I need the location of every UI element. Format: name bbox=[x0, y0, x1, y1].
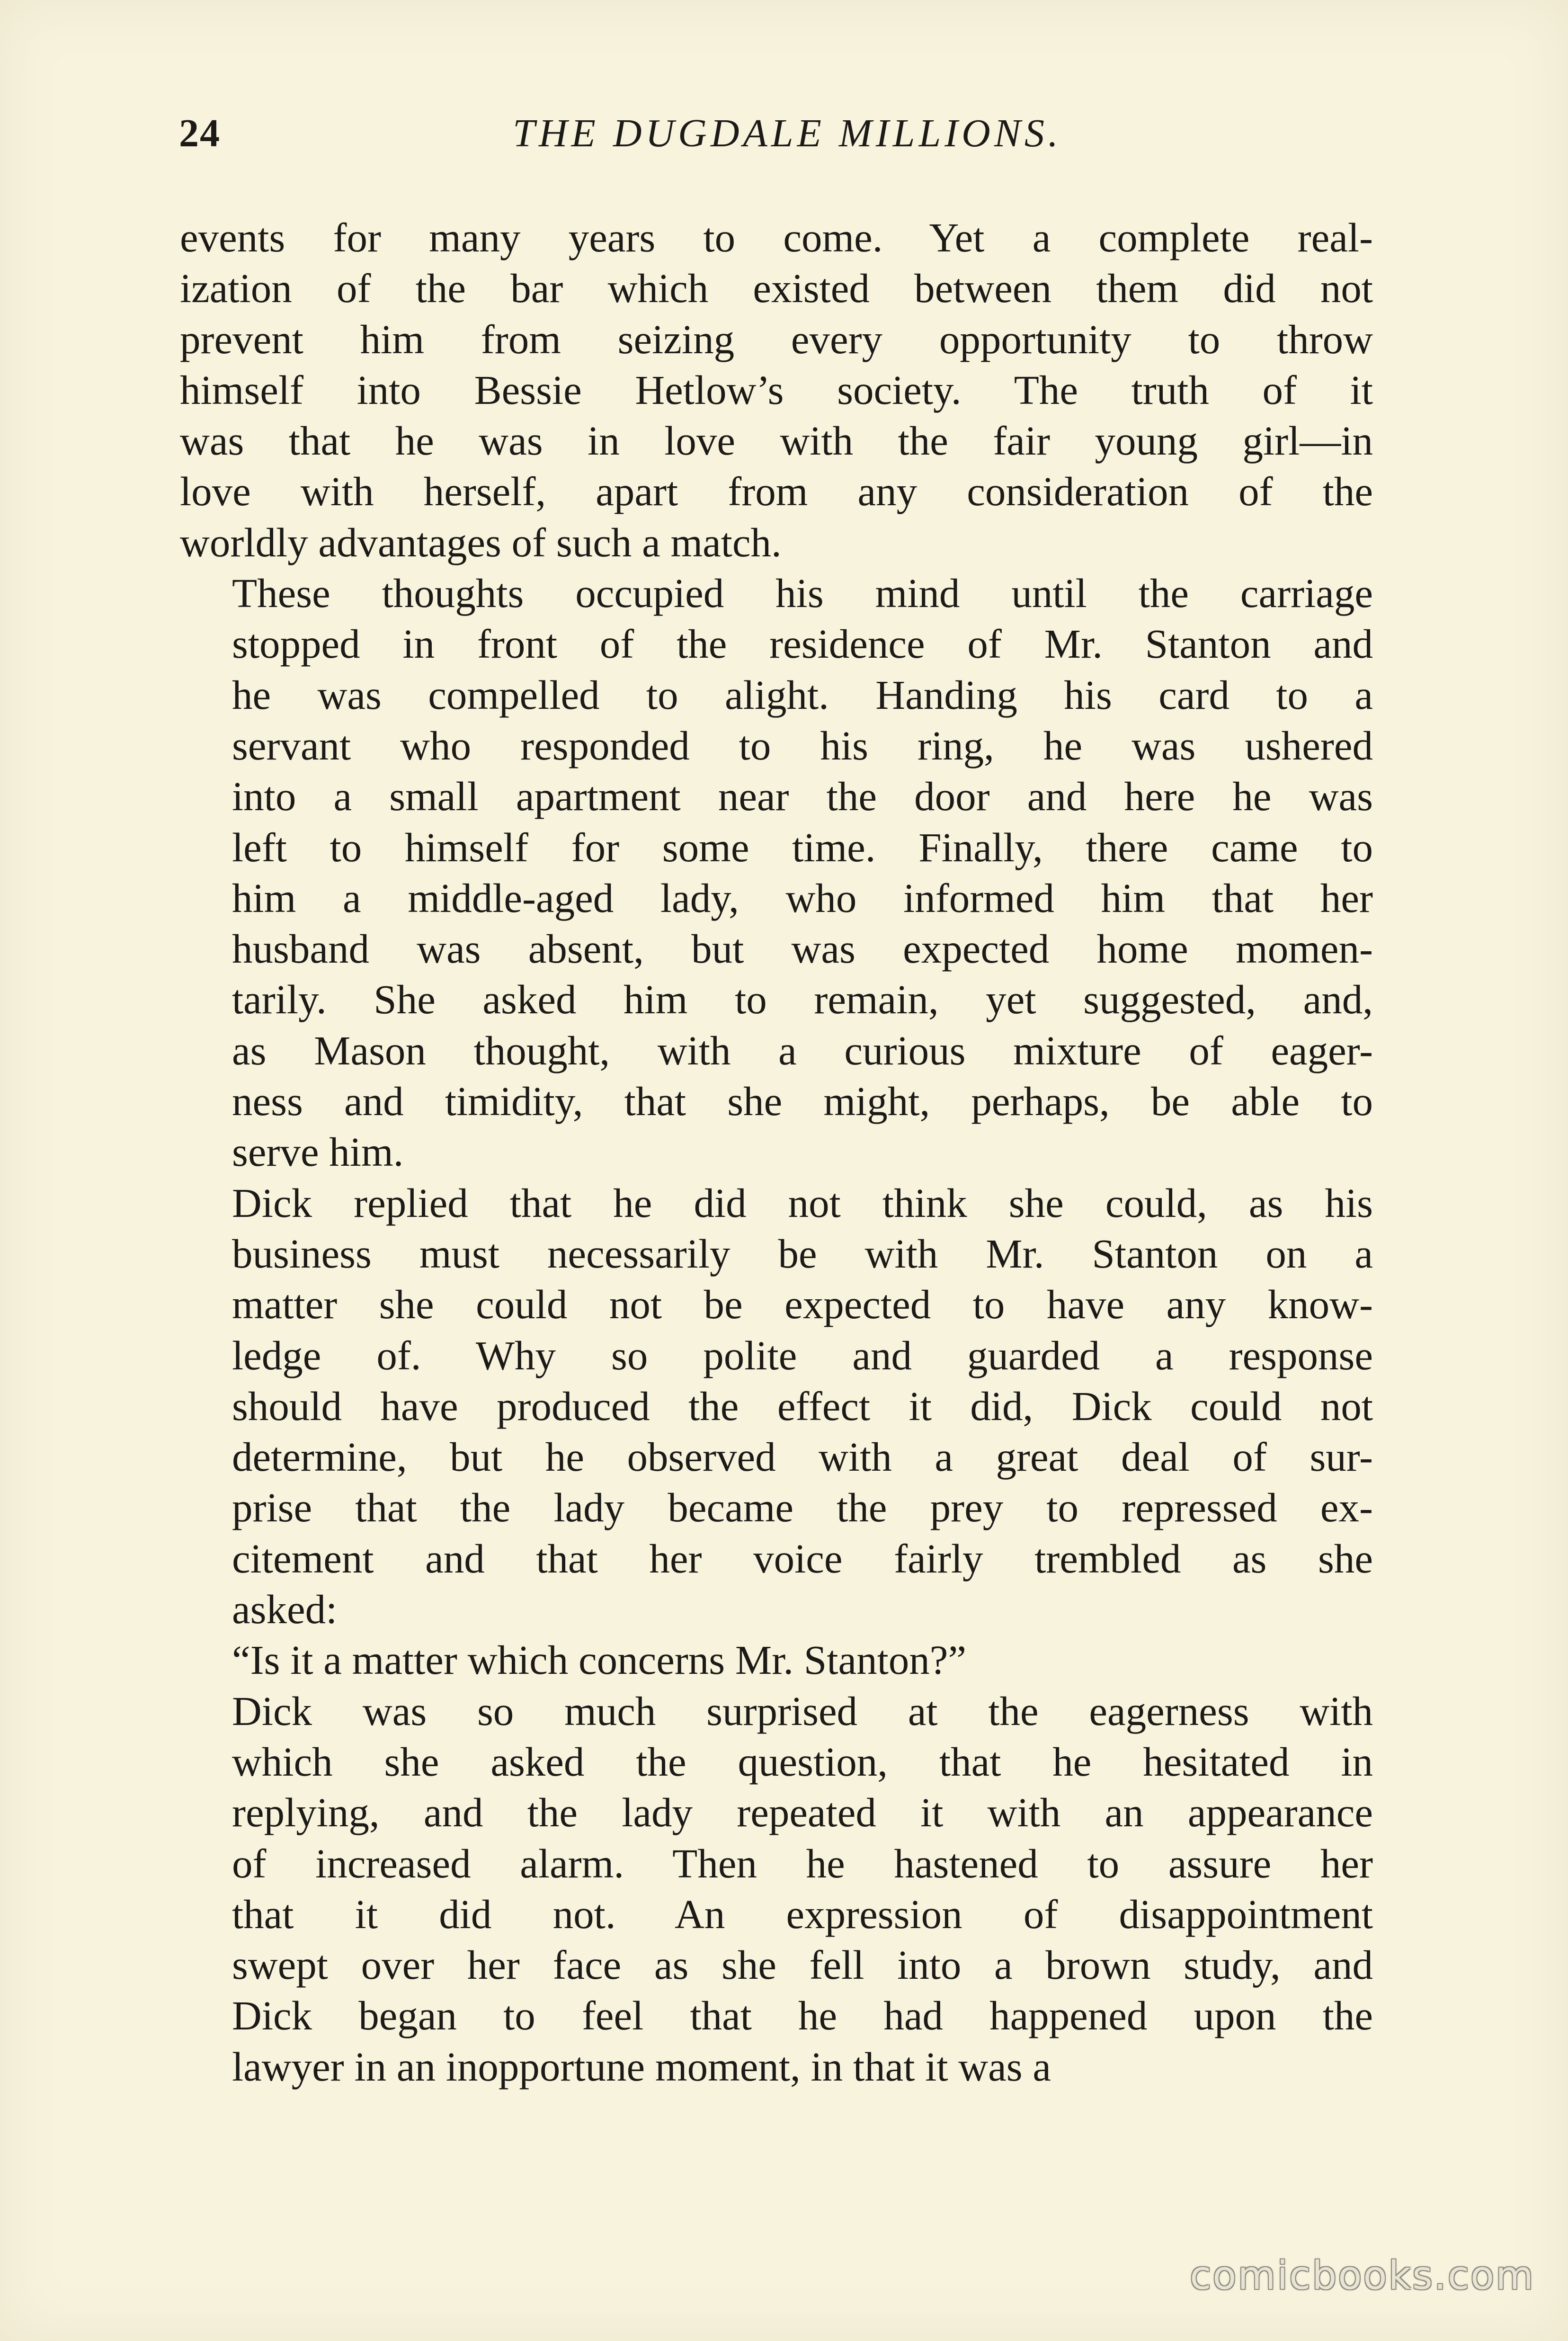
text-line: serve him. bbox=[232, 1129, 404, 1175]
text-line: tarily. She asked him to remain, yet suggested, and, bbox=[232, 976, 1373, 1023]
text-line: business must necessarily be with Mr. Stanton on a bbox=[232, 1230, 1373, 1277]
paragraph bbox=[180, 1178, 1373, 1635]
text-line: himself into Bessie Hetlow’s society. The truth of it bbox=[180, 366, 1373, 413]
page-number: 24 bbox=[179, 111, 221, 155]
running-head bbox=[179, 105, 1372, 162]
text-line: swept over her face as she fell into a brown study, and bbox=[232, 1942, 1373, 1988]
text-line: Dick replied that he did not think she could, as his bbox=[232, 1179, 1373, 1226]
text-line: events for many years to come. Yet a complete real- bbox=[180, 214, 1373, 260]
text-line: servant who responded to his ring, he was ushered bbox=[232, 722, 1373, 768]
body-text bbox=[180, 212, 1373, 2092]
text-line: citement and that her voice fairly trembled as she bbox=[232, 1535, 1373, 1582]
text-line: ization of the bar which existed between them did not bbox=[180, 265, 1373, 312]
text-line: ness and timidity, that she might, perhaps, be able to bbox=[232, 1078, 1373, 1125]
text-line: worldly advantages of such a match. bbox=[180, 519, 782, 565]
paragraph bbox=[180, 1635, 1373, 1685]
text-line: matter she could not be expected to have any know- bbox=[232, 1281, 1373, 1328]
paragraph bbox=[180, 1686, 1373, 2092]
text-line: stopped in front of the residence of Mr. Stanton and bbox=[232, 621, 1373, 667]
text-line: left to himself for some time. Finally, there came to bbox=[232, 824, 1373, 870]
text-line: as Mason thought, with a curious mixture of eager- bbox=[232, 1027, 1373, 1073]
text-line: prise that the lady became the prey to repressed ex- bbox=[232, 1484, 1373, 1531]
paragraph bbox=[180, 212, 1373, 568]
text-line: replying, and the lady repeated it with an appearance bbox=[232, 1789, 1373, 1836]
text-line: asked: bbox=[232, 1586, 338, 1633]
text-line: into a small apartment near the door and here he was bbox=[232, 773, 1373, 820]
text-line: Dick was so much surprised at the eagerness with bbox=[232, 1688, 1373, 1734]
text-line: ledge of. Why so polite and guarded a response bbox=[232, 1332, 1373, 1378]
site-watermark: comicbooks.com bbox=[1190, 2253, 1535, 2298]
text-line: that it did not. An expression of disappointment bbox=[232, 1891, 1373, 1937]
text-line: of increased alarm. Then he hastened to assure her bbox=[232, 1840, 1373, 1886]
text-line: “Is it a matter which concerns Mr. Stanton?” bbox=[232, 1637, 967, 1683]
text-line: These thoughts occupied his mind until the carriage bbox=[232, 570, 1373, 617]
book-title: THE DUGDALE MILLIONS. bbox=[513, 111, 1062, 155]
text-line: him a middle-aged lady, who informed him that her bbox=[232, 875, 1373, 921]
text-line: lawyer in an inopportune moment, in that it was a bbox=[232, 2043, 1051, 2090]
text-line: which she asked the question, that he hesitated in bbox=[232, 1738, 1373, 1785]
text-line: love with herself, apart from any consideration of the bbox=[180, 468, 1373, 515]
text-line: Dick began to feel that he had happened upon the bbox=[232, 1993, 1373, 2039]
text-line: should have produced the effect it did, Dick could not bbox=[232, 1383, 1373, 1429]
text-line: husband was absent, but was expected home momen- bbox=[232, 926, 1373, 972]
text-line: determine, but he observed with a great deal of sur- bbox=[232, 1434, 1373, 1480]
text-line: prevent him from seizing every opportunity to throw bbox=[180, 316, 1373, 362]
text-line: was that he was in love with the fair young girl—in bbox=[180, 418, 1373, 464]
paragraph bbox=[180, 568, 1373, 1178]
text-line: he was compelled to alight. Handing his card to a bbox=[232, 671, 1373, 718]
